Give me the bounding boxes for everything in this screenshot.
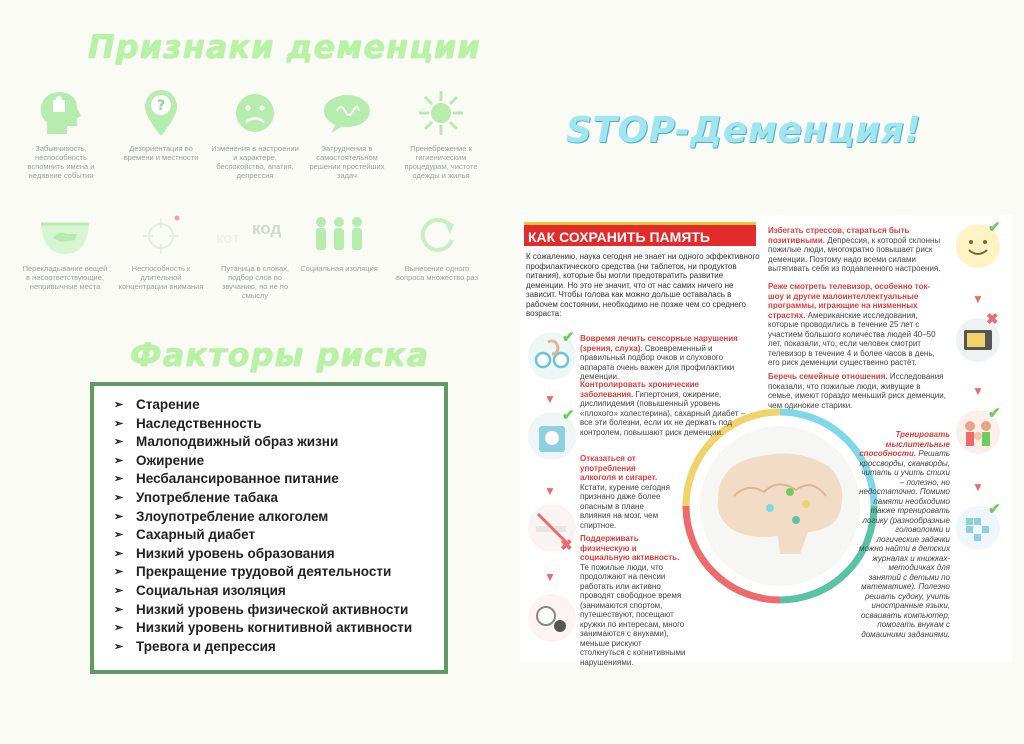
sign-item — [302, 88, 392, 180]
check-icon: ✔ — [562, 329, 575, 346]
list-item — [114, 563, 444, 582]
risk-item-label: Старение — [136, 397, 200, 412]
tip-title: Реже смотреть телевизор, особенно ток-шоу и другие малоинтеллектуальные программы, играющие на низменных страстях. — [768, 282, 931, 320]
word-fragment: кот — [216, 230, 240, 247]
sign-label: Изменения в настроении и характере, беспокойство, апатия, депрессия — [211, 144, 299, 180]
tip-block — [858, 430, 950, 639]
check-icon: ✔ — [988, 501, 1001, 518]
check-icon: ✔ — [988, 405, 1001, 422]
arrow-bullet-icon: ➢ — [114, 454, 124, 467]
brain-dot — [766, 504, 774, 512]
sign-item — [396, 88, 486, 180]
cross-icon: ✖ — [986, 311, 999, 328]
list-item — [114, 489, 444, 508]
brain-dot — [802, 500, 810, 508]
arrow-bullet-icon: ➢ — [114, 603, 124, 616]
head-puzzle-icon — [37, 88, 85, 138]
risk-factors-box — [90, 382, 448, 674]
sign-item — [210, 88, 300, 180]
tip-block — [580, 334, 755, 382]
risk-title: Факторы риска — [130, 336, 430, 374]
arrow-bullet-icon: ➢ — [114, 529, 124, 542]
tip-title: Контролировать хронические заболевания. — [580, 380, 699, 399]
tip-text: Своевременный и правильный подбор очков и слухового аппарата очень важен для профилактики деменции. — [580, 343, 735, 381]
risk-item-label: Употребление табака — [136, 489, 278, 505]
arrow-down-icon: ▼ — [972, 480, 984, 494]
tip-block — [768, 226, 946, 274]
svg-text:?: ? — [156, 98, 166, 114]
sign-item — [116, 88, 206, 162]
check-icon: ✔ — [988, 219, 1001, 236]
arrow-bullet-icon: ➢ — [114, 547, 124, 560]
people-group-icon — [309, 212, 369, 258]
tip-title: Отказаться от употребления алкоголя и сигарет. — [580, 454, 658, 482]
hands-in-bowl-icon — [37, 212, 93, 258]
arrow-bullet-icon: ➢ — [114, 510, 124, 523]
tip-title: Вовремя лечить сенсорные нарушения (зрения, слуха). — [580, 334, 738, 353]
check-icon: ✔ — [562, 407, 575, 424]
arrow-bullet-icon: ➢ — [114, 399, 124, 411]
list-item — [114, 452, 444, 471]
sign-item — [16, 88, 106, 180]
risk-item-label: Социальная изоляция — [136, 582, 286, 598]
risk-item-label: Сахарный диабет — [136, 527, 256, 543]
tip-text: Те пожилые люди, что продолжают на пенсии работать или активно проводят свободное время (занимаются спортом, путешествуют, посещают кружки по интересам, много занимаются с внуками), меньше рискуют столкнуться с когнитивными нарушениями. — [580, 562, 686, 667]
sign-item — [116, 212, 206, 291]
sign-item — [20, 212, 110, 291]
word-fragment: код — [252, 219, 282, 238]
sad-face-icon — [233, 88, 277, 138]
sign-item — [210, 212, 300, 300]
sign-label: Дезориентация во времени и местности — [123, 144, 199, 162]
arrow-down-icon: ▼ — [544, 484, 556, 498]
sign-label: Путаница в словах, подбор слов по звучанию, но не по смыслу — [221, 264, 289, 300]
risk-item-label: Злоупотребление алкоголем — [136, 508, 329, 524]
refresh-icon — [414, 212, 460, 258]
list-item — [114, 619, 444, 638]
tip-block — [580, 380, 748, 437]
risk-list — [114, 396, 444, 656]
words-confusion-icon — [210, 212, 300, 258]
arrow-down-icon: ▼ — [972, 384, 984, 398]
sports-icon — [526, 592, 578, 644]
tip-block — [580, 454, 672, 530]
sign-label: Забывчивость, неспособность вспомнить имена и недавние события — [27, 144, 95, 180]
brain-dot — [792, 516, 800, 524]
risk-item-label: Наследственность — [136, 415, 262, 431]
splash-icon — [417, 88, 465, 138]
list-item — [114, 396, 444, 415]
arrow-down-icon: ▼ — [544, 392, 556, 406]
list-item — [114, 415, 444, 434]
sign-label: Перекладывание вещей в несоответствующие, непривычные места — [22, 264, 108, 291]
location-question-icon — [141, 88, 181, 138]
risk-item-label: Прекращение трудовой деятельности — [136, 564, 392, 580]
arrow-bullet-icon: ➢ — [114, 473, 124, 486]
tip-text: Депрессия, к которой склонны пожилые люди, многократно повышает риск деменции. Поэтому надо всеми силами вытягивать себя из подавленного настроения. — [768, 235, 941, 273]
speech-tangle-icon — [321, 88, 373, 138]
risk-item-label: Низкий уровень физической активности — [136, 601, 409, 617]
sign-label: Вынесение одного вопроса множество раз — [395, 264, 479, 282]
risk-item-label: Ожирение — [136, 452, 205, 468]
arrow-bullet-icon: ➢ — [114, 491, 124, 504]
tip-title: Поддерживать физическую и социальную активность. — [580, 534, 680, 562]
sign-item — [294, 212, 384, 273]
arrow-bullet-icon: ➢ — [114, 584, 124, 597]
arrow-bullet-icon: ➢ — [114, 436, 124, 449]
arrow-bullet-icon: ➢ — [114, 417, 124, 430]
arrow-bullet-icon: ➢ — [114, 566, 124, 579]
tip-block — [580, 534, 688, 667]
stop-dementia-title: STOP-Деменция! — [566, 110, 922, 151]
list-item — [114, 508, 444, 527]
list-item — [114, 470, 444, 489]
risk-item-label: Низкий уровень образования — [136, 545, 335, 561]
tip-text: Исследования показали, что пожилые люди, живущие в семье, имеют гораздо меньший риск деменции, чем одинокие старики. — [768, 372, 946, 410]
tip-text: Гипертония, ожирение, дислипидемия (повышенный уровень «плохого» холестерина), сахарный диабет – все эти болезни, если их не держать под контролем, повышают риск деменции. — [580, 389, 746, 437]
cross-icon: ✖ — [560, 537, 573, 554]
sign-label: Пренебрежение к гигиеническим процедурам, чистоте одежды и жилья — [404, 144, 478, 180]
list-item — [114, 545, 444, 564]
keep-memory-header: КАК СОХРАНИТЬ ПАМЯТЬ — [524, 222, 756, 246]
sign-label: Затруднения в самостоятельном решении простейших задач — [309, 144, 385, 180]
tip-text: Американские исследования, которые проводились в течение 25 лет с участием большого количества людей 40–50 лет, показали, что, если человек смотрит телевизор в течение 4 и более часов в день, его риск деменции существенно растёт. — [768, 310, 936, 367]
tip-title: Беречь семейные отношения. — [768, 372, 888, 381]
list-item — [114, 638, 444, 657]
tip-text: Кстати, курение сегодня признано даже более опасным в плане влияния на мозг, чем спиртное. — [580, 482, 670, 530]
tip-block — [768, 282, 946, 368]
sign-label: Социальная изоляция — [300, 264, 378, 273]
tip-icon-4 — [526, 592, 578, 649]
tip-title: Избегать стрессов, стараться быть позитивными. — [768, 226, 910, 245]
risk-item-label: Тревога и депрессия — [136, 638, 276, 654]
list-item — [114, 601, 444, 620]
tip-text: Решать кроссворды, сканворды, читать и учить стихи – полезно, но недостаточно. Помимо памяти необходимо также тренировать логику (разнообразные головоломки и логические задачки можно найти в детских журналах и книжках-методичках для занятий с детьми по математике). Полезно решать судоку, учить иностранные языки, осваивать компьютер, помогать внукам с домашними заданиями. — [859, 449, 950, 639]
crosshair-icon — [137, 212, 185, 258]
risk-item-label: Малоподвижный образ жизни — [136, 434, 339, 450]
arrow-bullet-icon: ➢ — [114, 622, 124, 635]
signs-title: Признаки деменции — [88, 28, 481, 66]
intro-text: К сожалению, наука сегодня не знает ни одного эффективного профилактического средства (ни таблеток, ни продуктов питания), которые бы могли предотвратить развитие деменции. Но это не значит, что от нас самих ничего не зависит. Чтобы голова как можно дольше оставалась в рабочем состоянии, необходимо не позже чем со среднего возраста: — [526, 252, 760, 318]
list-item — [114, 433, 444, 452]
sign-label: Неспособность к длительной концентрации внимания — [118, 264, 204, 291]
list-item — [114, 526, 444, 545]
arrow-bullet-icon: ➢ — [114, 640, 124, 653]
tip-block — [768, 372, 946, 410]
sign-item — [392, 212, 482, 282]
arrow-down-icon: ▼ — [972, 292, 984, 306]
brain-dot — [786, 488, 794, 496]
tip-title: Тренировать мыслительные способности. — [859, 430, 950, 458]
list-item — [114, 582, 444, 601]
arrow-down-icon: ▼ — [544, 570, 556, 584]
risk-item-label: Несбалансированное питание — [136, 471, 339, 487]
risk-item-label: Низкий уровень когнитивной активности — [136, 620, 413, 636]
